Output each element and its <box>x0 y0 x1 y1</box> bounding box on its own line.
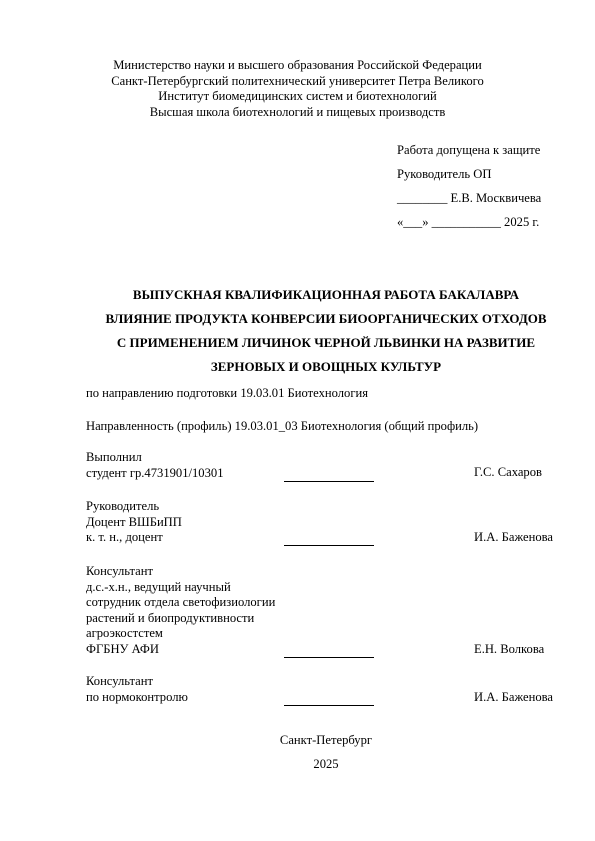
consultant-dept-1: сотрудник отдела светофизиологии <box>86 595 276 609</box>
supervisor-degree: к. т. н., доцент <box>86 530 163 544</box>
normcontrol-signature-line <box>284 705 374 706</box>
footer-city: Санкт-Петербург <box>279 733 373 747</box>
normcontrol-name: И.А. Баженова <box>474 690 553 704</box>
consultant-dept-3: агроэкостстем <box>86 626 163 640</box>
performer-group: студент гр.4731901/10301 <box>86 465 224 480</box>
ministry-header <box>0 58 595 120</box>
performer-block <box>86 450 224 481</box>
institute-line: Институт биомедицинских систем и биотехнологий <box>158 89 437 103</box>
normcontrol-scope: по нормоконтролю <box>86 689 188 704</box>
university-line: Санкт-Петербургский политехнический университет Петра Великого <box>111 73 484 88</box>
consultant-block <box>86 564 275 657</box>
consultant-dept-2: растений и биопродуктивности <box>86 610 255 625</box>
direction-line: по направлению подготовки 19.03.01 Биотехнология <box>86 386 369 400</box>
supervisor-signature-line <box>284 545 374 546</box>
supervisor-position: Доцент ВШБиПП <box>86 514 182 529</box>
supervisor-name: И.А. Баженова <box>474 530 553 544</box>
approval-admitted: Работа допущена к защите <box>397 143 541 157</box>
consultant-signature-line <box>284 657 374 658</box>
supervisor-block <box>86 499 182 546</box>
footer-year: 2025 <box>313 757 339 771</box>
performer-signature-line <box>284 481 374 482</box>
performer-name: Г.С. Сахаров <box>474 465 542 479</box>
work-type: ВЫПУСКНАЯ КВАЛИФИКАЦИОННАЯ РАБОТА БАКАЛАВРА <box>132 287 520 302</box>
school-line: Высшая школа биотехнологий и пищевых производств <box>149 104 446 119</box>
normcontrol-block <box>86 674 188 705</box>
consultant-name: Е.Н. Волкова <box>474 642 545 656</box>
performer-role: Выполнил <box>86 450 142 464</box>
title-line-1: ВЛИЯНИЕ ПРОДУКТА КОНВЕРСИИ БИООРГАНИЧЕСКИХ ОТХОДОВ <box>105 311 547 326</box>
title-line-3: ЗЕРНОВЫХ И ОВОЩНЫХ КУЛЬТУР <box>210 359 442 374</box>
thesis-title <box>0 283 595 379</box>
supervisor-role: Руководитель <box>86 499 160 513</box>
consultant-role: Консультант <box>86 564 154 578</box>
consultant-org: ФГБНУ АФИ <box>86 641 159 656</box>
profile-line: Направленность (профиль) 19.03.01_03 Биотехнология (общий профиль) <box>86 419 479 433</box>
normcontrol-role: Консультант <box>86 674 154 688</box>
approval-date: «___» ___________ 2025 г. <box>397 215 540 229</box>
approval-block <box>397 138 541 234</box>
approval-head: Руководитель ОП <box>397 167 492 181</box>
approval-signature: ________ Е.В. Москвичева <box>397 191 542 205</box>
consultant-degree: д.с.-х.н., ведущий научный <box>86 579 231 594</box>
ministry-line: Министерство науки и высшего образования Российской Федерации <box>113 58 482 72</box>
title-line-2: С ПРИМЕНЕНИЕМ ЛИЧИНОК ЧЕРНОЙ ЛЬВИНКИ НА РАЗВИТИЕ <box>116 335 536 350</box>
